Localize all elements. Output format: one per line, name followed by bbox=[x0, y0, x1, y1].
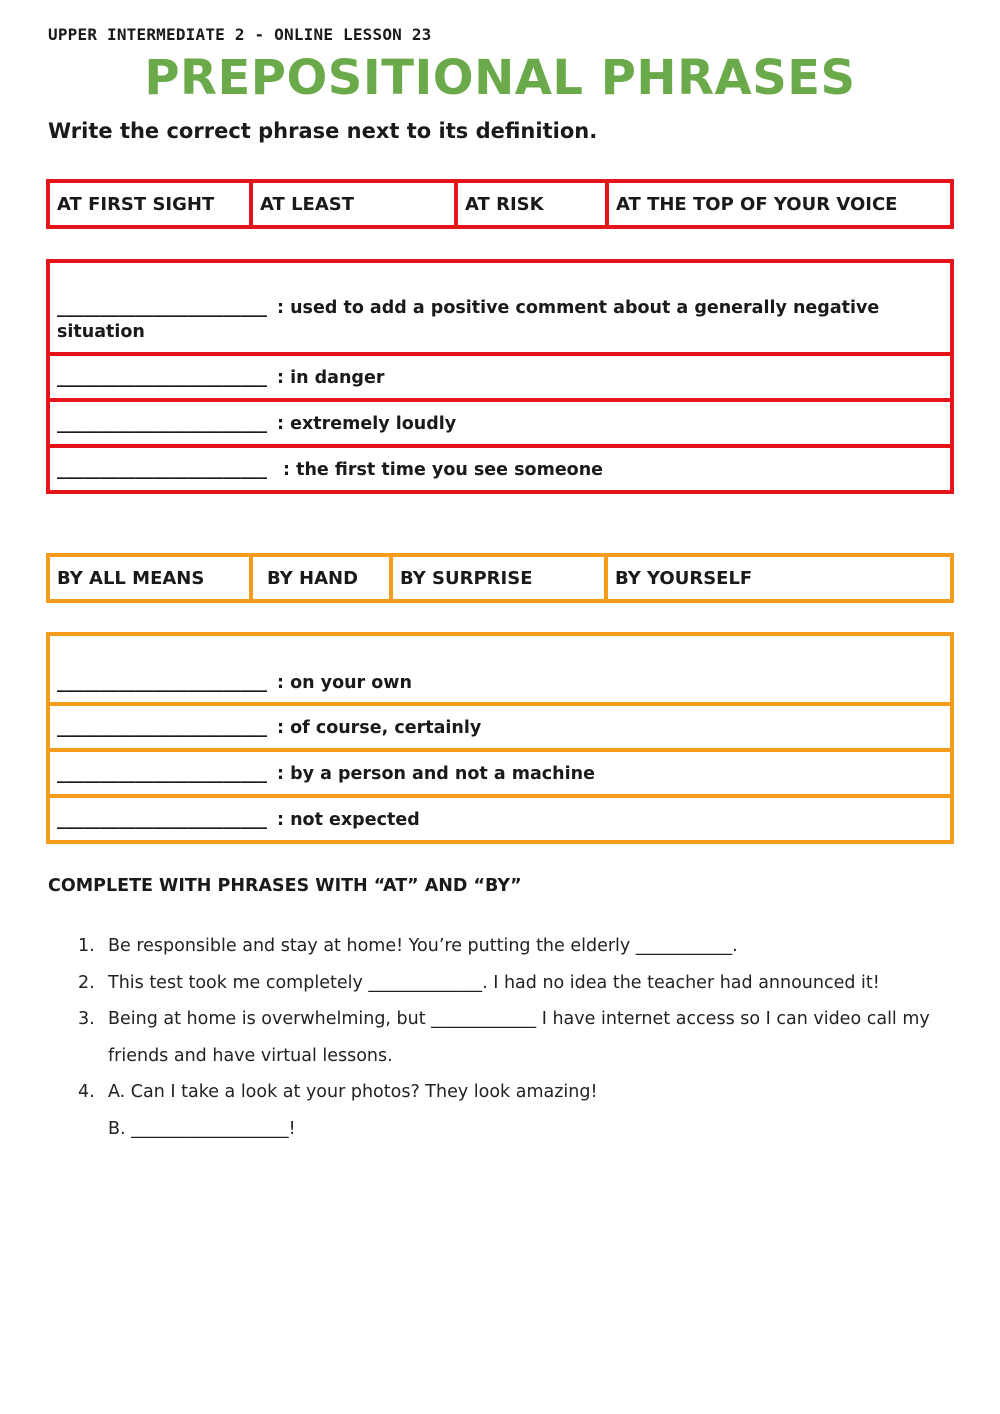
definition-text: : the first time you see someone bbox=[283, 460, 604, 480]
by-phrase-bank bbox=[46, 553, 954, 603]
item-text: A. Can I take a look at your photos? They look amazing! bbox=[108, 1082, 598, 1102]
item-text[interactable]: Be responsible and stay at home! You’re putting the elderly ___________. bbox=[108, 936, 738, 956]
exercise-item bbox=[78, 965, 958, 1002]
definition-text: : used to add a positive comment about a generally negative situation bbox=[57, 298, 880, 342]
definition-row bbox=[46, 352, 954, 402]
item-number: 2. bbox=[78, 972, 95, 993]
phrase-at-least[interactable]: AT LEAST bbox=[249, 179, 458, 229]
answer-blank[interactable]: ________________________ bbox=[57, 298, 267, 318]
definition-text: : extremely loudly bbox=[277, 414, 457, 434]
at-phrase-bank bbox=[46, 179, 954, 229]
definition-text: : by a person and not a machine bbox=[277, 764, 595, 784]
item-text[interactable]: Being at home is overwhelming, but ____________ I have internet access so I can video call my friends and have virtual lessons. bbox=[108, 1009, 930, 1066]
exercise-item bbox=[78, 1074, 958, 1111]
answer-blank[interactable]: ________________________ bbox=[57, 460, 267, 480]
phrase-at-risk[interactable]: AT RISK bbox=[454, 179, 609, 229]
exercise-item bbox=[78, 1111, 958, 1148]
definition-row bbox=[46, 632, 954, 706]
answer-blank[interactable]: ________________________ bbox=[57, 764, 267, 784]
definition-row bbox=[46, 398, 954, 448]
item-number: 4. bbox=[78, 1082, 95, 1102]
phrase-by-yourself[interactable]: BY YOURSELF bbox=[604, 553, 954, 603]
definition-text: : of course, certainly bbox=[277, 718, 482, 738]
exercise-heading: COMPLETE WITH PHRASES WITH “AT” AND “BY” bbox=[48, 876, 522, 896]
definition-row bbox=[46, 748, 954, 798]
definition-row bbox=[46, 444, 954, 494]
instruction: Write the correct phrase next to its definition. bbox=[48, 119, 598, 143]
exercise-item bbox=[78, 1001, 958, 1074]
phrase-by-all-means[interactable]: BY ALL MEANS bbox=[46, 553, 253, 603]
page-title: PREPOSITIONAL PHRASES bbox=[144, 50, 856, 106]
item-text[interactable]: B. __________________! bbox=[108, 1118, 296, 1139]
answer-blank[interactable]: ________________________ bbox=[57, 673, 267, 693]
definition-row bbox=[46, 259, 954, 356]
definition-row bbox=[46, 794, 954, 844]
item-text[interactable]: This test took me completely _____________. I had no idea the teacher had announced it! bbox=[108, 972, 880, 993]
answer-blank[interactable]: ________________________ bbox=[57, 414, 267, 434]
exercise-item bbox=[78, 928, 958, 965]
item-number: 1. bbox=[78, 936, 95, 956]
phrase-at-first-sight[interactable]: AT FIRST SIGHT bbox=[46, 179, 253, 229]
definition-text: : not expected bbox=[277, 810, 420, 830]
definition-text: : on your own bbox=[277, 673, 412, 693]
phrase-by-hand[interactable]: BY HAND bbox=[249, 553, 393, 603]
item-number bbox=[78, 1111, 108, 1148]
by-definitions-table bbox=[46, 632, 954, 844]
answer-blank[interactable]: ________________________ bbox=[57, 810, 267, 830]
answer-blank[interactable]: ________________________ bbox=[57, 718, 267, 738]
phrase-at-the-top-of-your-voice[interactable]: AT THE TOP OF YOUR VOICE bbox=[605, 179, 954, 229]
lesson-label: UPPER INTERMEDIATE 2 - ONLINE LESSON 23 bbox=[48, 25, 432, 44]
exercise-list bbox=[78, 928, 958, 1147]
answer-blank[interactable]: ________________________ bbox=[57, 368, 267, 388]
at-definitions-table bbox=[46, 259, 954, 494]
phrase-by-surprise[interactable]: BY SURPRISE bbox=[389, 553, 608, 603]
definition-text: : in danger bbox=[277, 368, 385, 388]
definition-row bbox=[46, 702, 954, 752]
item-number: 3. bbox=[78, 1009, 95, 1029]
